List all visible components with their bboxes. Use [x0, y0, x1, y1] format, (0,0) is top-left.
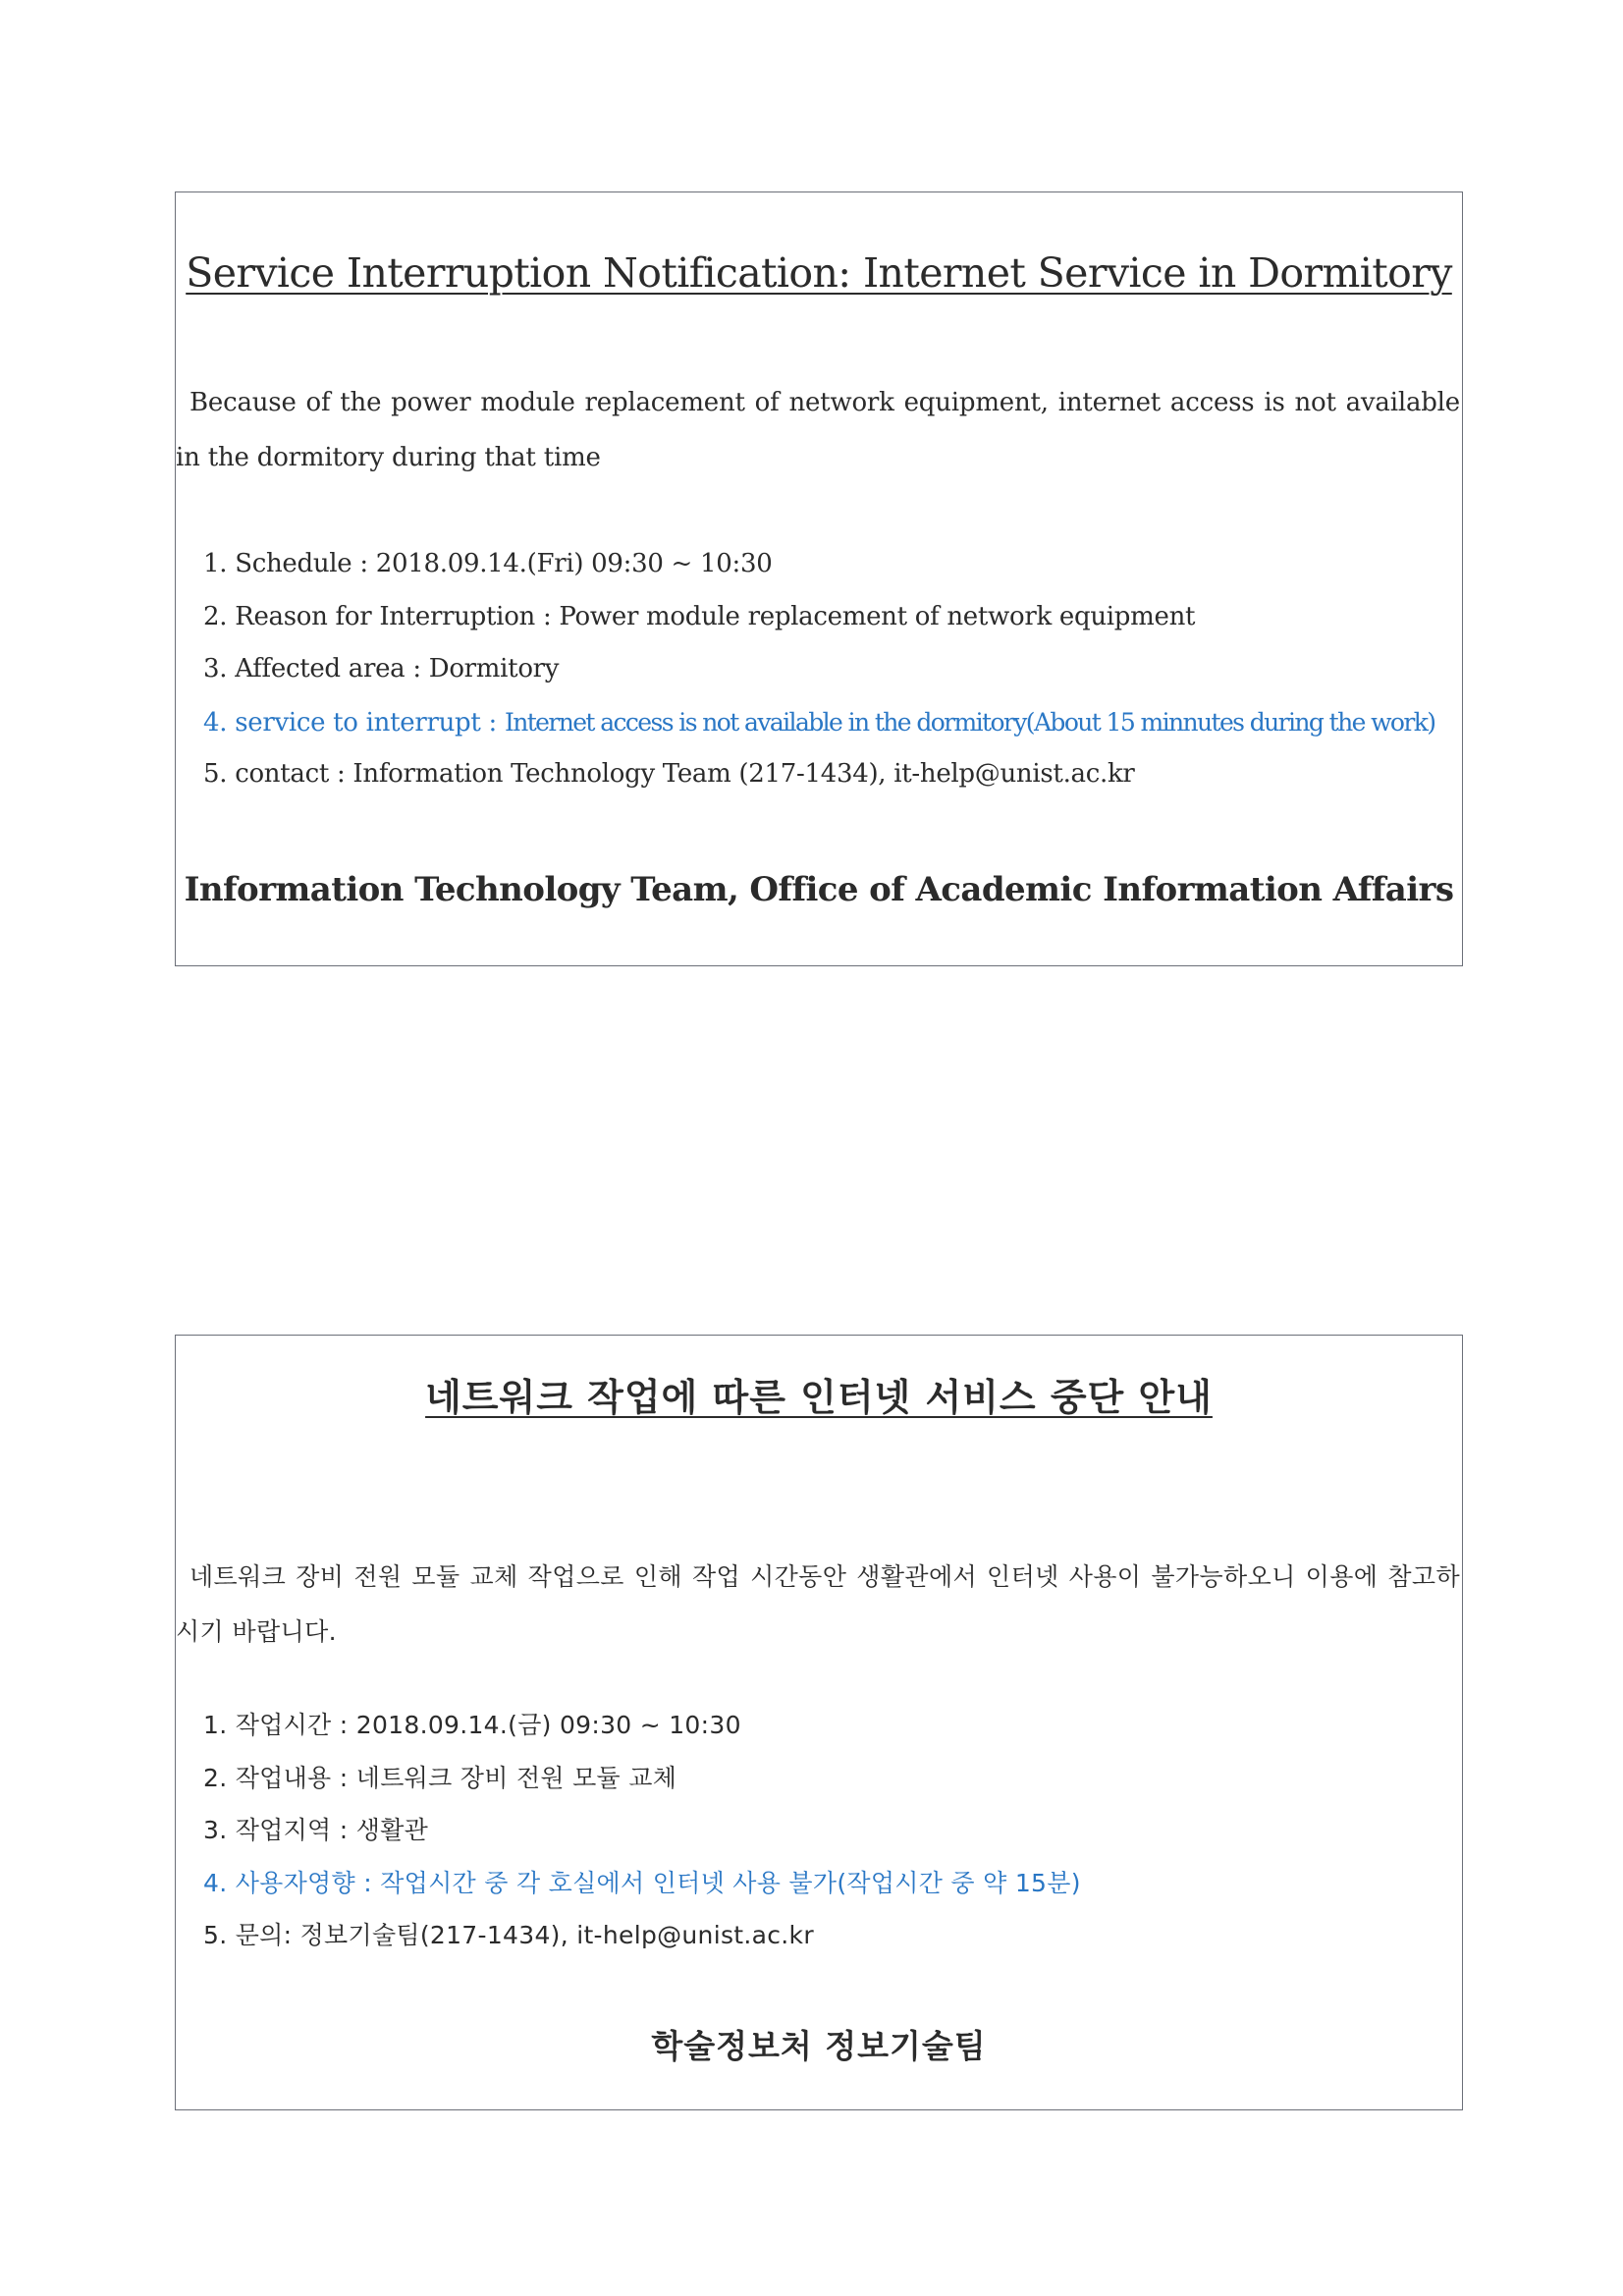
notice-item-contact: 5. 문의: 정보기술팀(217-1434), it-help@unist.ac.kr — [203, 1921, 814, 1949]
notice-item-schedule: 1. Schedule : 2018.09.14.(Fri) 09:30 ~ 10:30 — [203, 549, 773, 578]
notice-item-work: 2. 작업내용 : 네트워크 장비 전원 모듈 교체 — [203, 1763, 677, 1792]
notice-title-text: Service Interruption Notification: Internet Service in Dormitory — [186, 249, 1452, 297]
notice-item-schedule: 1. 작업시간 : 2018.09.14.(금) 09:30 ~ 10:30 — [203, 1711, 741, 1739]
notice-intro: Because of the power module replacement of network equipment, internet access is not available in the dormitory during that time — [176, 388, 1460, 472]
notice-item-area: 3. 작업지역 : 생활관 — [203, 1816, 429, 1844]
notice-item-reason: 2. Reason for Interruption : Power module replacement of network equipment — [203, 601, 1196, 631]
notice-signature: 학술정보처 정보기술팀 — [651, 2027, 987, 2065]
notice-item-service-impact: 4. service to interrupt : Internet access is not available in the dormitory(About 15 minnutes during the work) — [203, 707, 1435, 738]
notice-items — [203, 538, 1458, 801]
notice-title-text: 네트워크 작업에 따른 인터넷 서비스 중단 안내 — [425, 1376, 1213, 1419]
notice-title — [176, 249, 1462, 297]
notice-english — [175, 191, 1463, 966]
notice-items — [203, 1699, 1458, 1962]
notice-intro: 네트워크 장비 전원 모듈 교체 작업으로 인해 작업 시간동안 생활관에서 인터넷 사용이 불가능하오니 이용에 참고하시기 바랍니다. — [176, 1562, 1460, 1646]
notice-signature: Information Technology Team, Office of Academic Information Affairs — [184, 870, 1454, 909]
notice-item-user-impact: 4. 사용자영향 : 작업시간 중 각 호실에서 인터넷 사용 불가(작업시간 중 약 15분) — [203, 1868, 1081, 1897]
notice-korean — [175, 1335, 1463, 2110]
notice-title — [176, 1367, 1462, 1421]
notice-item-area: 3. Affected area : Dormitory — [203, 654, 560, 683]
notice-item-contact: 5. contact : Information Technology Team (217-1434), it-help@unist.ac.kr — [203, 759, 1135, 789]
